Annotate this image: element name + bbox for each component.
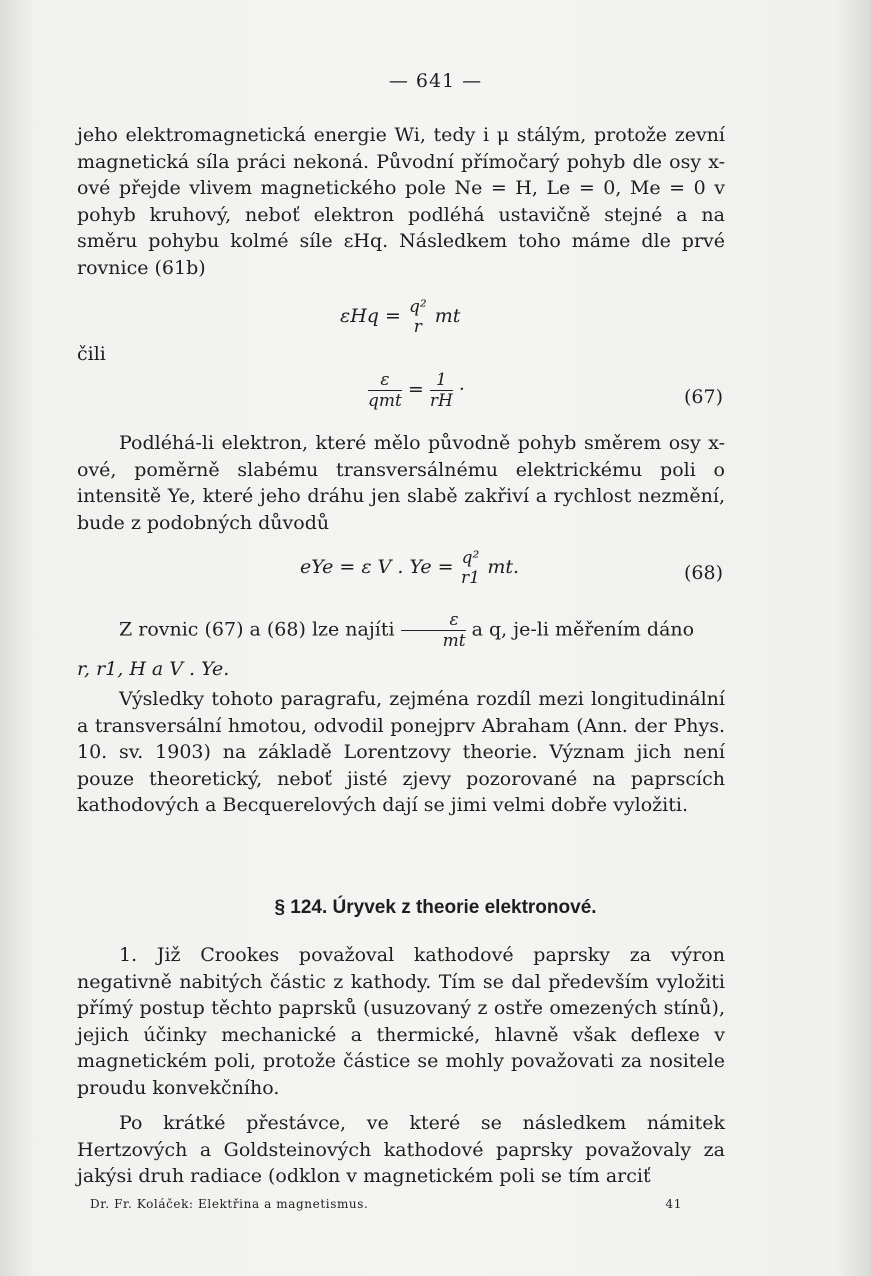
paragraph-3-part-a: Z rovnic (67) a (68) lze najíti	[119, 618, 395, 641]
equation-force-fraction	[407, 297, 429, 337]
footer-signature-number: 41	[665, 1197, 682, 1211]
equation-67-number: (67)	[684, 386, 724, 408]
equation-force-rhs: mt	[434, 305, 461, 327]
paragraph-2: Podléhá-li elektron, které mělo původně pohyb směrem osy x-ové, poměrně slabému transversálnému elektrickému poli o intensitě Ye, které jeho dráhu jen slabě zakřiví a rychlost nezmění, bude z podobných důvodů	[77, 432, 725, 534]
equation-force-denominator: r	[413, 317, 422, 337]
equation-force-numerator: q²	[408, 297, 427, 317]
equation-67-tail: ·	[458, 378, 465, 401]
page-footer	[90, 1197, 682, 1211]
equation-67-right-numerator: 1	[430, 370, 453, 391]
equation-67-left-fraction	[368, 370, 402, 411]
paragraph-5: 1. Již Crookes považoval kathodové paprsky za výron negativně nabitých částic z kathody. Tím se dal především vyložiti přímý postup těchto paprsků (usuzovaný z ostře omezených stínů), jejich účinky mechanické a thermické, hlavně však deflexe v magnetickém poli, protože částice se mohly považovati za nositele proudu konvekčního.	[77, 944, 725, 1099]
equation-68-number: (68)	[684, 562, 724, 584]
paragraph-3-fraction-numerator: ε	[401, 610, 466, 631]
equation-67-left-denominator: qmt	[368, 391, 402, 411]
paragraph-3-part-b: a q, je-li měřením dáno	[471, 618, 695, 641]
paragraph-3-fraction	[401, 610, 466, 651]
paragraph-1: jeho elektromagnetická energie Wi, tedy i μ stálým, protože zevní magnetická síla práci nekoná. Původní přímočarý pohyb dle osy x-ové přejde vlivem magnetického pole Ne = H, Le = 0, Me = 0 v pohyb kruhový, neboť elektron podléhá ustavičně stejné a na směru pohybu kolmé síle εHq. Následkem toho máme dle prvé rovnice (61b)	[77, 124, 725, 279]
page-number: — 641 —	[388, 70, 483, 92]
equation-67	[368, 370, 465, 411]
equation-68-lhs: eYe = ε V . Ye =	[300, 556, 454, 578]
equation-force	[340, 297, 460, 337]
equation-67-left-numerator: ε	[368, 370, 402, 391]
paragraph-3-fraction-denominator: mt	[442, 631, 466, 651]
paragraph-3-continuation: r, r1, H a V . Ye.	[77, 658, 230, 680]
paragraph-3	[77, 610, 725, 651]
equation-67-right-fraction	[430, 370, 453, 411]
paragraph-6: Po krátké přestávce, ve které se následkem námitek Hertzových a Goldsteinových kathodové paprsky považovaly za jakýsi druh radiace (odklon v magnetickém poli se tím arciť	[77, 1112, 725, 1187]
equation-68-fraction	[460, 548, 482, 588]
equation-68-denominator: r1	[460, 568, 480, 588]
equation-force-lhs: εHq =	[340, 305, 401, 327]
paragraph-4: Výsledky tohoto paragrafu, zejména rozdíl mezi longitudinální a transversální hmotou, odvodil ponejprv Abraham (Ann. der Phys. 10. sv. 1903) na základě Lorentzovy theorie. Význam jich není pouze theoretický, neboť jisté zjevy pozorované na paprscích kathodových a Becquerelových dají se jimi velmi dobře vyložiti.	[77, 688, 725, 816]
equation-67-equals: =	[407, 378, 424, 401]
footer-title: Dr. Fr. Koláček: Elektřina a magnetismus.	[90, 1197, 369, 1211]
section-heading: § 124. Úryvek z theorie elektronové.	[274, 897, 597, 918]
equation-68	[300, 548, 519, 588]
cili-label: čili	[77, 343, 106, 365]
equation-68-rhs: mt.	[487, 556, 520, 578]
equation-68-numerator: q²	[461, 548, 480, 568]
equation-67-right-denominator: rH	[429, 391, 453, 411]
